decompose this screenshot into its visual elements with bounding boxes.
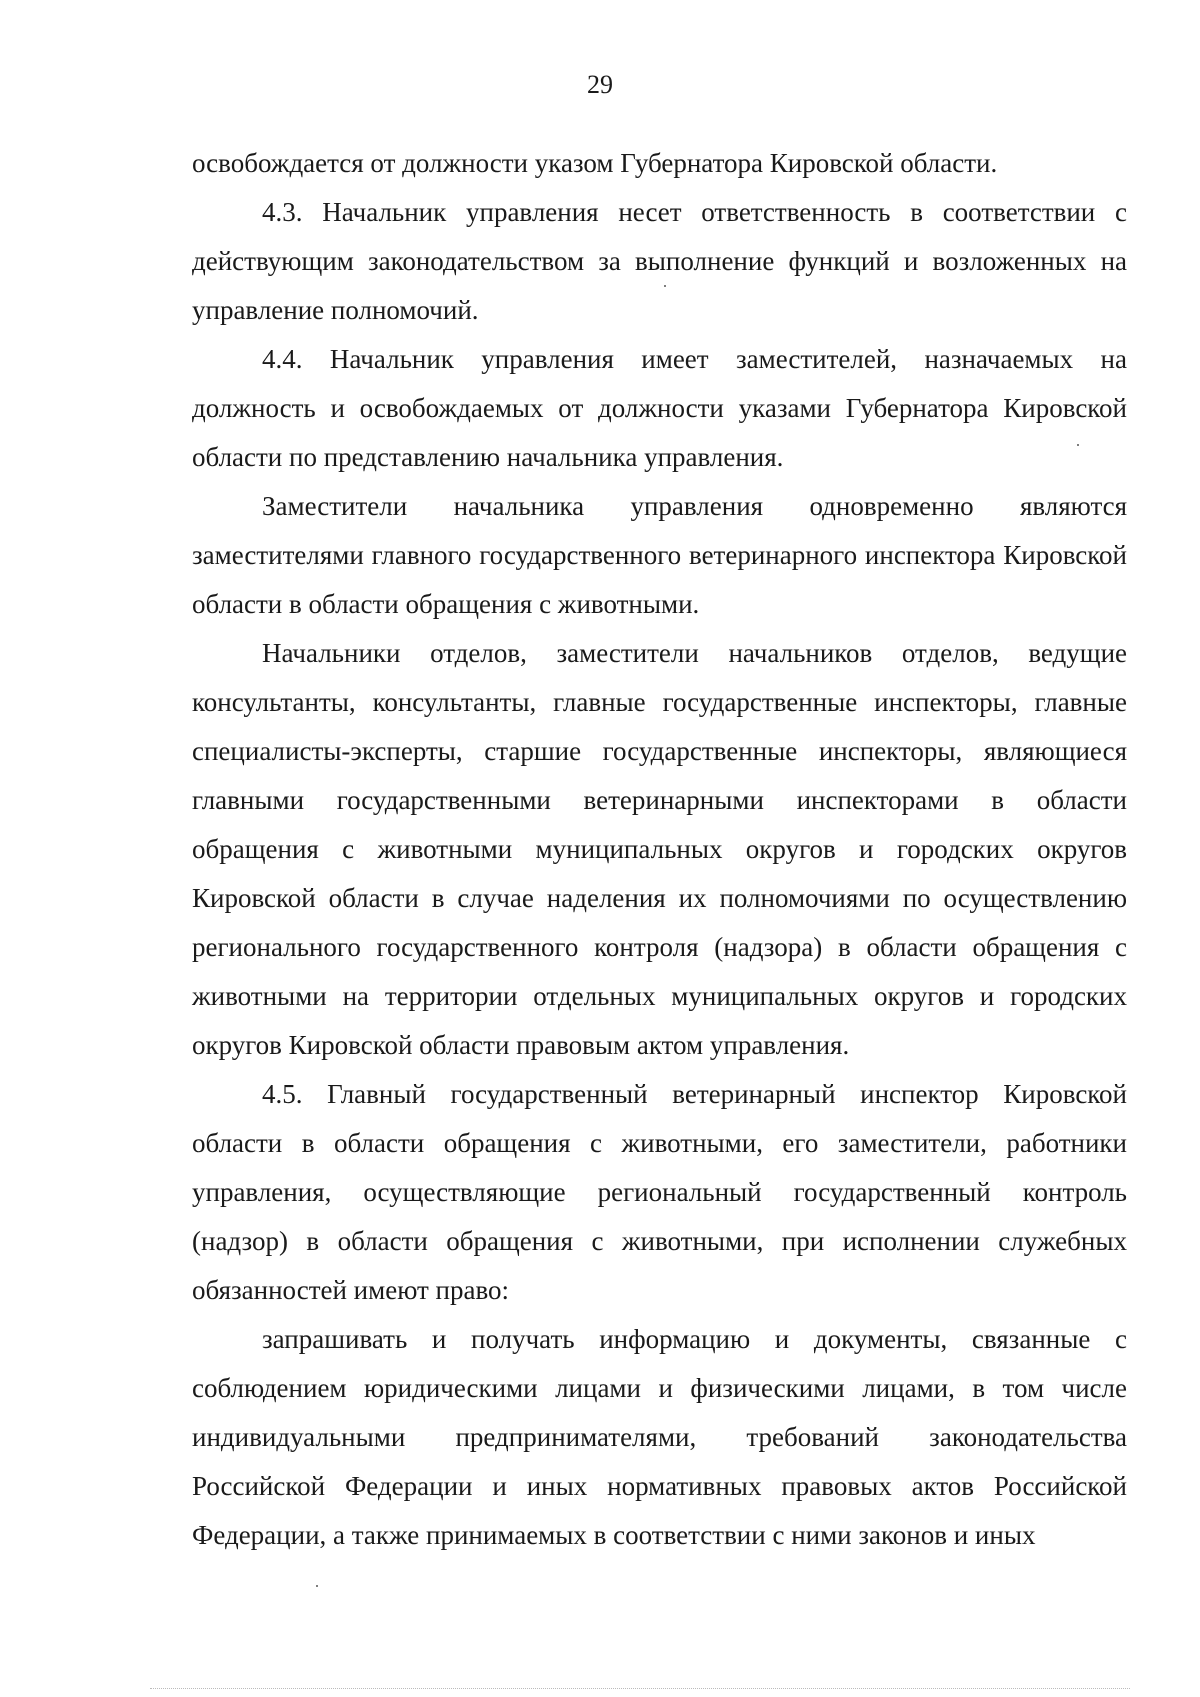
scan-edge-artifact: [150, 1688, 1130, 1689]
scan-speck: [664, 285, 666, 287]
paragraph-4-4: 4.4. Начальник управления имеет заместителей, назначаемых на должность и освобождаемых от должности указами Губернатора Кировской области по представлению начальника управления.: [192, 344, 1127, 472]
scan-speck: [1077, 444, 1079, 446]
paragraph-4-3: 4.3. Начальник управления несет ответственность в соответствии с действующим законодательством за выполнение функций и возложенных на управление полномочий.: [192, 197, 1127, 325]
scan-speck: [316, 1585, 318, 1587]
paragraph-continuation: освобождается от должности указом Губернатора Кировской области.: [192, 148, 998, 178]
paragraph-4-5: 4.5. Главный государственный ветеринарный инспектор Кировской области в области обращения с животными, его заместители, работники управления, осуществляющие региональный государственный контроль (надзор) в области обращения с животными, при исполнении служебных обязанностей имеют право:: [192, 1079, 1127, 1305]
paragraph-rights-item: запрашивать и получать информацию и документы, связанные с соблюдением юридическими лицами и физическими лицами, в том числе индивидуальными предпринимателями, требований законодательства Российской Федерации и иных нормативных правовых актов Российской Федерации, а также принимаемых в соответствии с ними законов и иных: [192, 1324, 1127, 1550]
paragraph-deputies: Заместители начальника управления одновременно являются заместителями главного государственного ветеринарного инспектора Кировской области в области обращения с животными.: [192, 491, 1127, 619]
page-number: 29: [587, 70, 613, 99]
document-body: [192, 139, 1127, 1560]
paragraph-department-heads: Начальники отделов, заместители начальников отделов, ведущие консультанты, консультанты, главные государственные инспекторы, главные специалисты-эксперты, старшие государственные инспекторы, являющиеся главными государственными ветеринарными инспекторами в области обращения с животными муниципальных округов и городских округов Кировской области в случае наделения их полномочиями по осуществлению регионального государственного контроля (надзора) в области обращения с животными на территории отдельных муниципальных округов и городских округов Кировской области правовым актом управления.: [192, 638, 1127, 1060]
